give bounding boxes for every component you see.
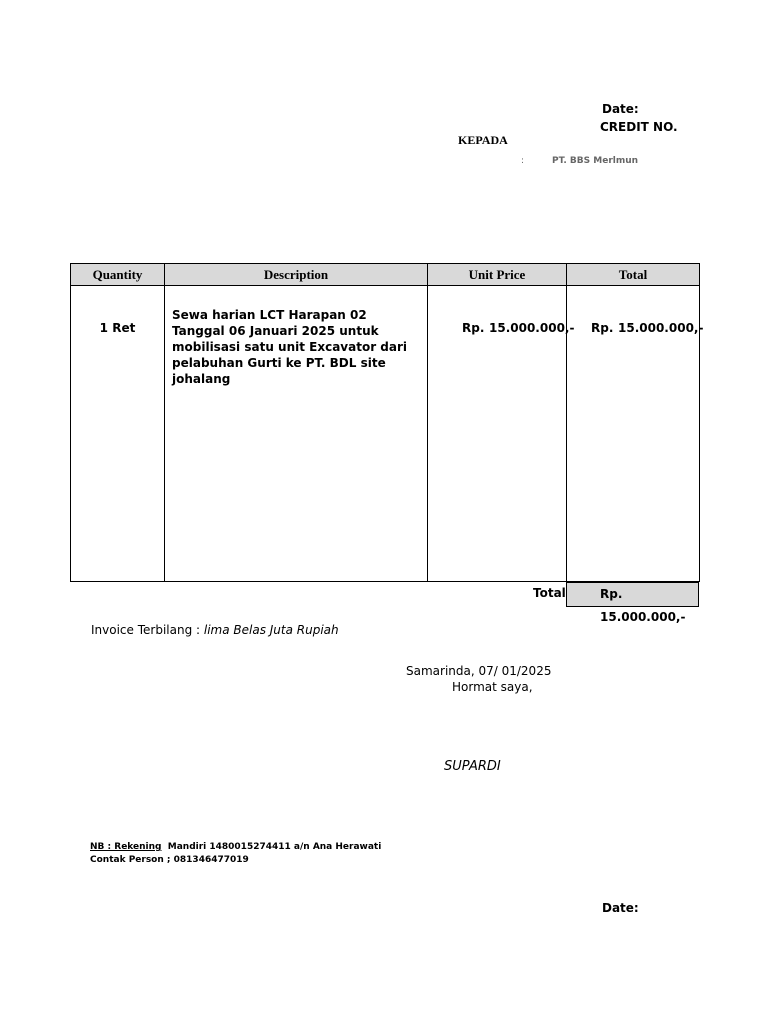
- recipient-colon: :: [521, 156, 525, 166]
- column-header-quantity: Quantity: [71, 264, 165, 286]
- cell-quantity: 1 Ret: [71, 286, 165, 582]
- credit-number-label: CREDIT NO.: [600, 120, 678, 134]
- date-label-bottom: Date:: [602, 901, 639, 915]
- grand-total-label: Total: [533, 586, 566, 600]
- total-currency: Rp.: [591, 321, 614, 335]
- amount-in-words: [91, 623, 339, 637]
- column-header-description: Description: [165, 264, 428, 286]
- total-value: 15.000.000,-: [618, 321, 704, 335]
- bank-account-label: NB : Rekening: [90, 842, 162, 852]
- grand-total-box: [566, 582, 699, 624]
- bank-account-value: Mandiri 1480015274411 a/n Ana Herawati: [161, 842, 382, 852]
- table-row: [71, 286, 700, 582]
- signer-name: SUPARDI: [444, 759, 501, 774]
- date-label-top: Date:: [602, 102, 639, 116]
- recipient-name: PT. BBS Merlmun: [552, 156, 639, 166]
- invoice-table: [70, 263, 704, 582]
- bank-account-note: [90, 842, 381, 852]
- closing-regards: Hormat saya,: [452, 680, 533, 694]
- cell-total: [567, 286, 704, 582]
- column-header-total: Total: [567, 264, 700, 286]
- column-header-unit-price: Unit Price: [428, 264, 567, 286]
- table-header-row: [71, 264, 700, 286]
- unit-price-value: 15.000.000,-: [489, 321, 575, 335]
- cell-description: Sewa harian LCT Harapan 02 Tanggal 06 Januari 2025 untuk mobilisasi satu unit Excavator dari pelabuhan Gurti ke PT. BDL site johalang: [165, 286, 428, 582]
- amount-in-words-label: Invoice Terbilang :: [91, 623, 204, 637]
- place-and-date: Samarinda, 07/ 01/2025: [406, 664, 552, 678]
- unit-price-currency: Rp.: [462, 321, 485, 335]
- contact-person: Contak Person ; 081346477019: [90, 855, 249, 865]
- amount-in-words-value: lima Belas Juta Rupiah: [203, 623, 339, 637]
- cell-unit-price: [428, 286, 575, 582]
- grand-total-value: Rp. 15.000.000,-: [600, 587, 686, 624]
- recipient-heading: KEPADA: [458, 133, 508, 147]
